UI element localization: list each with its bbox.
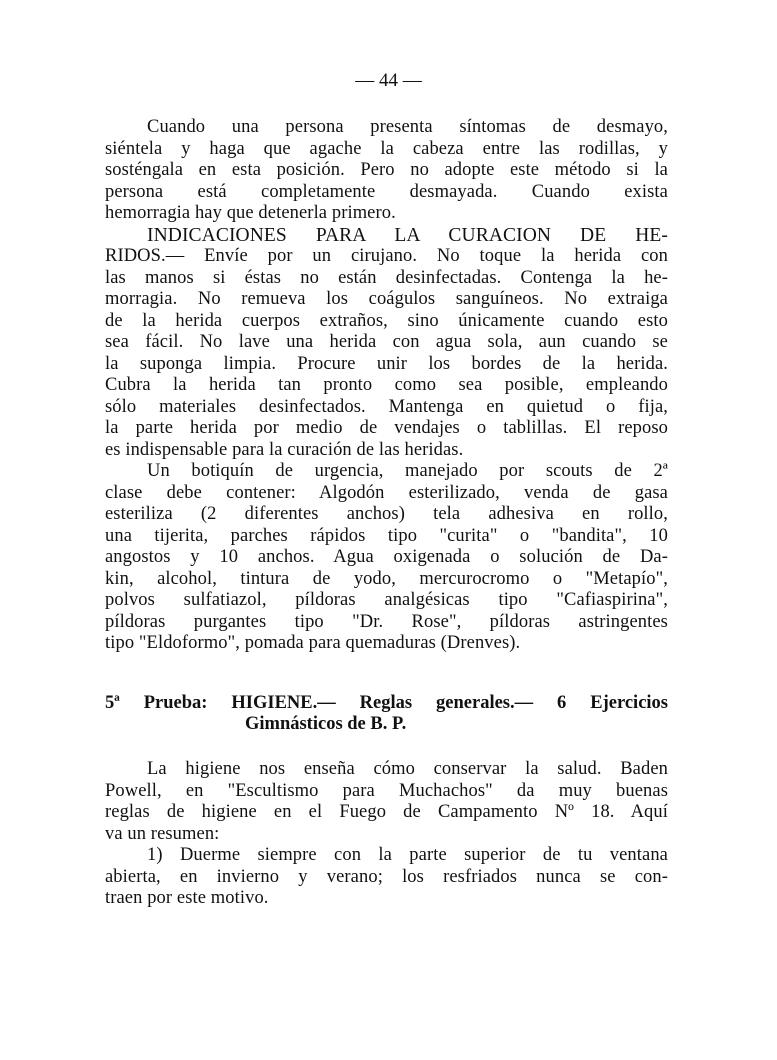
paragraph [105,117,668,225]
text-line: Powell, en "Escultismo para Muchachos" da muy buenas [105,780,668,801]
text-line: INDICACIONES PARA LA CURACION DE HE- [147,224,668,246]
text-line: angostos y 10 anchos. Agua oxigenada o solución de Da- [105,547,668,567]
text-line: sólo materiales desinfectados. Mantenga en quietud o fija, [105,396,668,417]
text-line: una tijerita, parches rápidos tipo "curita" o "bandita", 10 [105,525,668,546]
text-line: esteriliza (2 diferentes anchos) tela adhesiva en rollo, [105,504,668,524]
text-line: siéntela y haga que agache la cabeza entre las rodillas, y [105,138,668,159]
text-line: reglas de higiene en el Fuego de Campamento Nº 18. Aquí [105,802,668,822]
text-line: de la herida cuerpos extraños, sino únicamente cuando esto [105,310,668,331]
text-line: 1) Duerme siempre con la parte superior de tu ventana [147,845,668,865]
text-line: píldoras purgantes tipo "Dr. Rose", píldoras astringentes [105,611,668,632]
text-line: la parte herida por medio de vendajes o tablillas. El reposo [105,418,668,438]
heading-line-2: Gimnásticos de B. P. [245,714,407,734]
text-line: las manos si éstas no están desinfectadas. Contenga la he- [105,267,668,288]
text-line: tipo "Eldoformo", pomada para quemaduras (Drenves). [105,633,521,653]
text-line: kin, alcohol, tintura de yodo, mercurocromo o "Metapío", [105,568,668,589]
text-line: morragia. No remueva los coágulos sanguíneos. No extraiga [105,289,668,309]
text-line: clase debe contener: Algodón esterilizado, venda de gasa [105,482,668,503]
paragraph [105,225,668,462]
paragraph [105,461,668,655]
text-line: Un botiquín de urgencia, manejado por scouts de 2ª [147,461,668,481]
text-line: hemorragia hay que detenerla primero. [105,203,396,223]
text-line: es indispensable para la curación de las heridas. [105,439,464,460]
body-text-section-2 [105,759,668,910]
paragraph [105,845,668,910]
text-line: abierta, en invierno y verano; los resfriados nunca se con- [105,866,668,887]
text-line: sea fácil. No lave una herida con agua sola, aun cuando se [105,332,668,352]
body-text-section-1 [105,117,668,655]
text-line: la suponga limpia. Procure unir los bordes de la herida. [105,353,668,374]
heading-line-1: 5ª Prueba: HIGIENE.— Reglas generales.— 6 Ejercicios [105,693,668,713]
paragraph [105,759,668,845]
text-line: polvos sulfatiazol, píldoras analgésicas tipo "Cafiaspirina", [105,590,668,610]
text-line: sosténgala en esta posición. Pero no adopte este método si la [105,160,668,180]
text-line: va un resumen: [105,823,220,844]
text-line: traen por este motivo. [105,888,269,908]
page-number: — 44 — [355,70,422,91]
text-line: Cubra la herida tan pronto como sea posible, empleando [105,375,668,395]
section-heading [105,693,668,735]
text-line: RIDOS.— Envíe por un cirujano. No toque la herida con [105,246,668,266]
text-line: Cuando una persona presenta síntomas de desmayo, [147,117,668,137]
text-line: persona está completamente desmayada. Cuando exista [105,181,668,202]
text-line: La higiene nos enseña cómo conservar la salud. Baden [147,759,668,779]
